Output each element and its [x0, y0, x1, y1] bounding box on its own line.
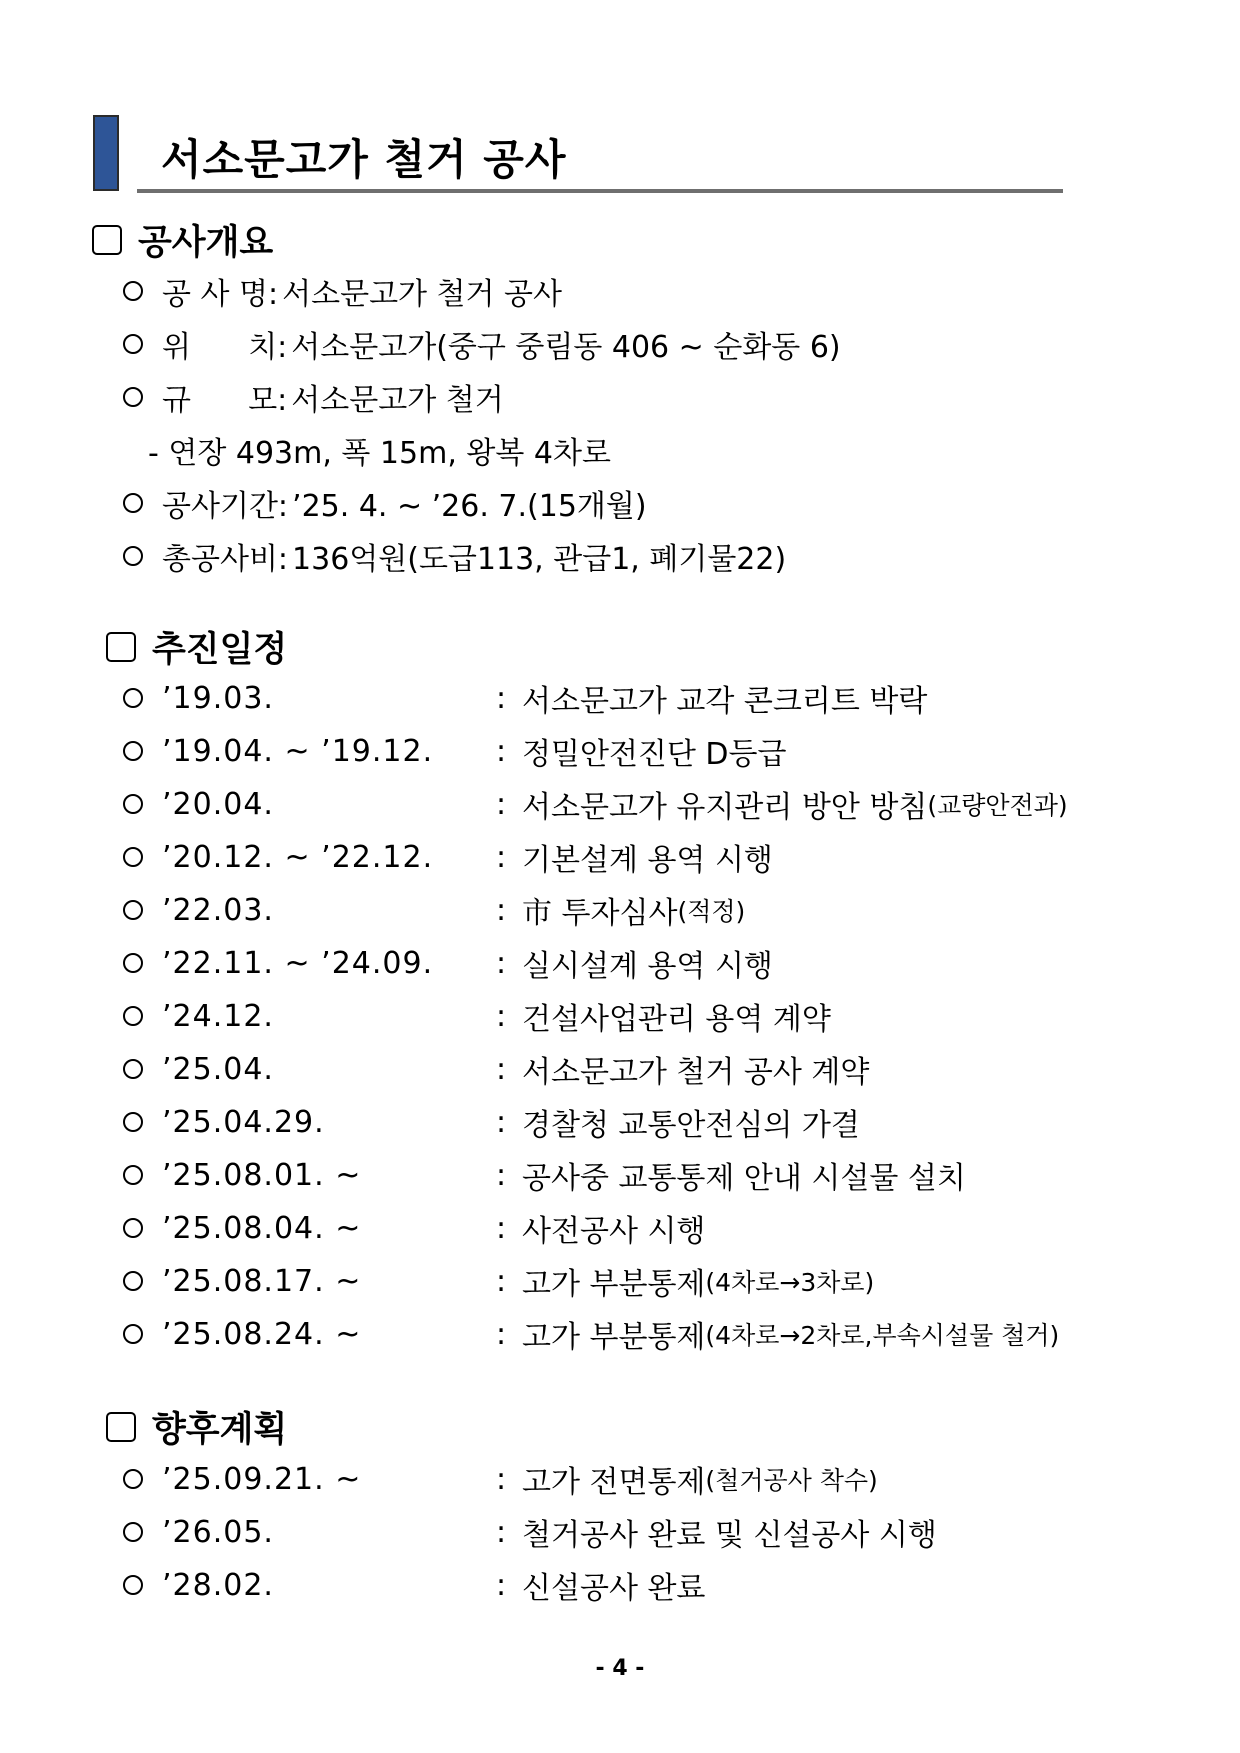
overview-value: 136억원(도급113, 관급1, 폐기물22) — [292, 542, 787, 577]
schedule-text: 서소문고가 교각 콘크리트 박락 — [522, 684, 928, 719]
schedule-row — [123, 890, 745, 930]
schedule-date: ’25.08.24. ~ — [162, 1316, 362, 1352]
schedule-date: ’25.04.29. — [162, 1104, 325, 1140]
schedule-date: ’25.04. — [162, 1051, 274, 1087]
colon-separator: : — [496, 1157, 507, 1193]
colon-separator: : — [496, 680, 507, 716]
page-title: 서소문고가 철거 공사 — [161, 135, 567, 184]
schedule-date: ’26.05. — [162, 1514, 274, 1550]
overview-label: 규 모: — [162, 383, 288, 418]
schedule-note: (철거공사 착수) — [705, 1466, 878, 1495]
checkbox-square-icon — [106, 1412, 136, 1442]
circle-bullet-icon — [123, 546, 143, 566]
schedule-row — [123, 1155, 966, 1195]
overview-label: 공 사 명: — [162, 277, 279, 312]
circle-bullet-icon — [123, 493, 143, 513]
schedule-row — [123, 1102, 860, 1142]
overview-sub-item: - 연장 493m, 폭 15m, 왕복 4차로 — [148, 436, 611, 471]
circle-bullet-icon — [123, 900, 143, 920]
schedule-date: ’20.12. ~ ’22.12. — [162, 839, 434, 875]
overview-value: 서소문고가(중구 중림동 406 ~ 순화동 6) — [291, 330, 841, 365]
overview-item — [123, 536, 786, 576]
colon-separator: : — [496, 786, 507, 822]
checkbox-square-icon — [92, 225, 122, 255]
section-label: 공사개요 — [138, 223, 274, 263]
circle-bullet-icon — [123, 1324, 143, 1344]
schedule-text: 실시설계 용역 시행 — [522, 949, 773, 984]
schedule-row — [123, 837, 773, 877]
overview-item — [123, 483, 647, 523]
schedule-date: ’25.09.21. ~ — [162, 1461, 362, 1497]
schedule-row — [123, 1261, 874, 1301]
schedule-note: (교량안전과) — [927, 791, 1068, 820]
circle-bullet-icon — [123, 688, 143, 708]
schedule-date: ’20.04. — [162, 786, 274, 822]
section-schedule-heading — [106, 622, 287, 672]
page-number: - 4 - — [595, 1656, 645, 1681]
schedule-date: ’25.08.01. ~ — [162, 1157, 362, 1193]
schedule-row — [123, 784, 1068, 824]
colon-separator: : — [496, 1514, 507, 1550]
schedule-date: ’19.03. — [162, 680, 274, 716]
circle-bullet-icon — [123, 1218, 143, 1238]
schedule-text: 정밀안전진단 D등급 — [522, 737, 787, 772]
plan-row — [123, 1512, 937, 1552]
schedule-text: 기본설계 용역 시행 — [522, 843, 773, 878]
circle-bullet-icon — [123, 1469, 143, 1489]
overview-item — [123, 324, 841, 364]
circle-bullet-icon — [123, 1112, 143, 1132]
overview-value: 서소문고가 철거 공사 — [282, 277, 563, 312]
schedule-row — [123, 1049, 869, 1089]
title-block — [93, 115, 1063, 193]
schedule-text: 건설사업관리 용역 계약 — [522, 1002, 831, 1037]
circle-bullet-icon — [123, 794, 143, 814]
circle-bullet-icon — [123, 741, 143, 761]
schedule-row — [123, 678, 927, 718]
colon-separator: : — [496, 945, 507, 981]
schedule-note: (4차로→3차로) — [705, 1268, 875, 1297]
title-accent-bar — [93, 115, 119, 191]
schedule-date: ’25.08.17. ~ — [162, 1263, 362, 1299]
title-underline — [137, 189, 1063, 193]
schedule-row — [123, 731, 786, 771]
circle-bullet-icon — [123, 387, 143, 407]
colon-separator: : — [496, 892, 507, 928]
circle-bullet-icon — [123, 1522, 143, 1542]
circle-bullet-icon — [123, 281, 143, 301]
circle-bullet-icon — [123, 1165, 143, 1185]
schedule-row — [123, 1208, 705, 1248]
schedule-date: ’22.03. — [162, 892, 274, 928]
schedule-text: 고가 전면통제 — [522, 1465, 706, 1500]
colon-separator: : — [496, 1210, 507, 1246]
colon-separator: : — [496, 733, 507, 769]
overview-label: 위 치: — [162, 330, 288, 365]
schedule-text: 공사중 교통통제 안내 시설물 설치 — [522, 1161, 966, 1196]
circle-bullet-icon — [123, 1271, 143, 1291]
schedule-row — [123, 1314, 1059, 1354]
section-plan-heading — [106, 1402, 287, 1452]
colon-separator: : — [496, 1104, 507, 1140]
plan-row — [123, 1459, 878, 1499]
overview-label: 공사기간: — [162, 489, 289, 524]
schedule-date: ’28.02. — [162, 1567, 274, 1603]
schedule-date: ’24.12. — [162, 998, 274, 1034]
colon-separator: : — [496, 1461, 507, 1497]
schedule-text: 고가 부분통제 — [522, 1320, 706, 1355]
circle-bullet-icon — [123, 334, 143, 354]
schedule-text: 신설공사 완료 — [522, 1571, 706, 1606]
circle-bullet-icon — [123, 953, 143, 973]
section-overview-heading — [92, 215, 273, 265]
schedule-row — [123, 996, 831, 1036]
schedule-date: ’19.04. ~ ’19.12. — [162, 733, 434, 769]
circle-bullet-icon — [123, 1006, 143, 1026]
schedule-row — [123, 943, 773, 983]
schedule-text: 경찰청 교통안전심의 가결 — [522, 1108, 860, 1143]
schedule-note: (적정) — [677, 897, 746, 926]
colon-separator: : — [496, 1263, 507, 1299]
colon-separator: : — [496, 839, 507, 875]
circle-bullet-icon — [123, 1575, 143, 1595]
section-label: 향후계획 — [152, 1410, 288, 1450]
colon-separator: : — [496, 1316, 507, 1352]
schedule-date: ’25.08.04. ~ — [162, 1210, 362, 1246]
schedule-text: 서소문고가 철거 공사 계약 — [522, 1055, 870, 1090]
schedule-text: 서소문고가 유지관리 방안 방침 — [522, 790, 928, 825]
colon-separator: : — [496, 1051, 507, 1087]
colon-separator: : — [496, 1567, 507, 1603]
overview-value: ’25. 4. ~ ’26. 7.(15개월) — [292, 489, 647, 524]
overview-item — [123, 271, 562, 311]
circle-bullet-icon — [123, 847, 143, 867]
section-label: 추진일정 — [152, 630, 288, 670]
schedule-date: ’22.11. ~ ’24.09. — [162, 945, 434, 981]
schedule-note: (4차로→2차로,부속시설물 철거) — [705, 1321, 1060, 1350]
schedule-text: 고가 부분통제 — [522, 1267, 706, 1302]
checkbox-square-icon — [106, 632, 136, 662]
schedule-text: 市 투자심사 — [522, 896, 678, 931]
plan-row — [123, 1565, 705, 1605]
overview-label: 총공사비: — [162, 542, 289, 577]
overview-item — [123, 377, 504, 417]
schedule-text: 사전공사 시행 — [522, 1214, 706, 1249]
overview-value: 서소문고가 철거 — [291, 383, 504, 418]
schedule-text: 철거공사 완료 및 신설공사 시행 — [522, 1518, 937, 1553]
colon-separator: : — [496, 998, 507, 1034]
circle-bullet-icon — [123, 1059, 143, 1079]
